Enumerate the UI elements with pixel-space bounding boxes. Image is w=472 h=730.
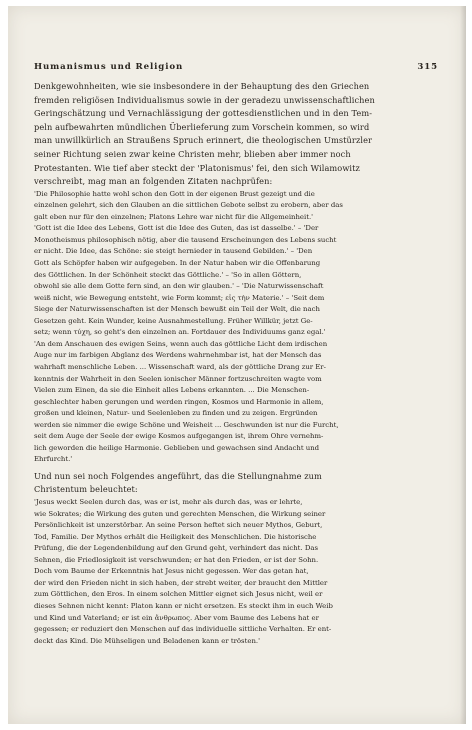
text-line: wie Sokrates; die Wirkung des guten und gerechten Menschen, die Wirkung seiner <box>34 509 326 518</box>
quote-block-philosophy <box>34 189 436 466</box>
text-line: und Kind und Vaterland; er ist ein ἄνθρωπος. Aber vom Baume des Lebens hat er <box>34 613 319 622</box>
text-line: deckt das Kind. Die Mühseligen und Beladenen kann er trösten.' <box>34 636 260 645</box>
text-line: Geringschätzung und Vernachlässigung der gottesdienstlichen und in den Tem- <box>34 108 373 119</box>
text-line: Monotheismus philosophisch nötig, aber die tausend Erscheinungen des Lebens sucht <box>34 235 337 244</box>
text-line: 'Gott ist die Idee des Lebens, Gott ist die Idee des Guten, das ist dasselbe.' – 'Der <box>34 224 319 233</box>
intro-paragraph-christianity <box>34 470 436 497</box>
body-text <box>34 80 436 647</box>
text-line: verschreibt, mag man an folgenden Zitaten nachprüfen: <box>34 176 273 187</box>
text-line: dieses Sehnen nicht kennt: Platon kann er nicht ersetzen. Es steckt ihm in euch Weib <box>34 601 333 610</box>
text-line: weiß nicht, wie Bewegung entsteht, wie Form kommt; εἰς τὴν Materie.' – 'Seit dem <box>34 293 325 302</box>
text-line: Siege der Naturwissenschaften ist der Mensch bewußt ein Teil der Welt, die nach <box>34 305 320 314</box>
text-line: obwohl sie alle dem Gotte fern sind, an den wir glauben.' – 'Die Naturwissenschaft <box>34 282 324 291</box>
text-line: er nicht. Die Idee, das Schöne: sie steigt hernieder in tausend Gebilden.' – 'Den <box>34 247 313 256</box>
text-line: Ehrfurcht.' <box>34 455 73 464</box>
text-line: 'Jesus weckt Seelen durch das, was er ist, mehr als durch das, was er lehrte, <box>34 498 303 507</box>
text-line: man unwillkürlich an Straußens Spruch erinnert, die theologischen Umstürzler <box>34 135 373 146</box>
book-page <box>8 6 466 724</box>
page-number: 315 <box>417 62 438 72</box>
text-line: lich geworden die heilige Harmonie. Geblieben und gewachsen sind Andacht und <box>34 443 320 452</box>
text-line: Gesetzen geht. Kein Wunder, keine Ausnahmestellung. Früher Willkür, jetzt Ge- <box>34 316 313 325</box>
quote-block-christianity <box>34 497 436 647</box>
text-line: Auge nur im farbigen Abglanz des Werdens wahrnehmbar ist, hat der Mensch das <box>34 351 322 360</box>
text-line: zum Göttlichen, den Eros. In einem solchen Mittler eignet sich Jesus nicht, weil er <box>34 590 323 599</box>
text-line: Und nun sei noch Folgendes angeführt, das die Stellungnahme zum <box>34 470 322 481</box>
text-line: Vielen zum Einen, da sie die Einheit alles Lebens erkannten. ... Die Menschen- <box>34 386 310 395</box>
text-line: großen und kleinen, Natur- und Seelenleben zu finden und zu zeigen. Ergründen <box>34 409 318 418</box>
text-line: gegessen; er reduziert den Menschen auf das individuelle sittliche Verhalten. Er ent- <box>34 625 332 634</box>
text-line: Christentum beleuchtet: <box>34 484 138 495</box>
text-line: werden sie nimmer die ewige Schöne und Weisheit ... Geschwunden ist nur die Furcht, <box>34 420 339 429</box>
text-line: Doch vom Baume der Erkenntnis hat Jesus nicht gegessen. Wer das getan hat, <box>34 567 309 576</box>
text-line: Prüfung, die der Legendenbildung auf den Grund geht, verhindert das nicht. Das <box>34 544 318 553</box>
text-line: Denkgewohnheiten, wie sie insbesondere in der Behauptung des den Griechen <box>34 81 370 91</box>
text-line: kenntnis der Wahrheit in den Seelen ionischer Männer fortzuschreiten wagte vom <box>34 374 322 383</box>
text-line: Protestanten. Wie tief aber steckt der 'Platonismus' fei, den sich Wilamowitz <box>34 162 360 173</box>
text-line: seiner Richtung seien zwar keine Christen mehr, blieben aber immer noch <box>34 148 351 159</box>
text-line: Sehnen, die Friedlosigkeit ist verschwunden; er hat den Frieden, er ist der Sohn. <box>34 555 319 564</box>
text-line: Tod, Familie. Der Mythos erhält die Heiligkeit des Menschlichen. Die historische <box>34 532 317 541</box>
text-line: 'Die Philosophie hatte wohl schon den Gott in der eigenen Brust gezeigt und die <box>34 189 315 198</box>
running-header <box>34 62 438 72</box>
text-line: setz; wenn τύχη, so geht's den einzelnen an. Fortdauer des Individuums ganz egal.' <box>34 328 326 337</box>
text-line: Persönlichkeit ist unzerstörbar. An seine Person heftet sich neuer Mythos, Geburt, <box>34 521 323 530</box>
text-line: des Göttlichen. In der Schönheit steckt das Göttliche.' – 'So in allen Göttern, <box>34 270 302 279</box>
intro-paragraph <box>34 80 436 189</box>
text-line: fremden religiösen Individualismus sowie in der geradezu unwissenschaftlichen <box>34 94 375 105</box>
text-line: 'An dem Anschauen des ewigen Seins, wenn auch das göttliche Licht dem irdischen <box>34 339 328 348</box>
text-line: der wird den Frieden nicht in sich haben, der strebt weiter, der braucht den Mittler <box>34 578 328 587</box>
text-line: geschlechter haben gerungen und werden ringen, Kosmos und Harmonie in allem, <box>34 397 324 406</box>
text-line: peln aufbewahrten mündlichen Überlieferung zum Vorschein kommen, so wird <box>34 121 370 132</box>
text-line: Gott als Schöpfer haben wir aufgegeben. In der Natur haben wir die Offenbarung <box>34 259 321 268</box>
text-line: galt eben nur für den einzelnen; Platons Lehre war nicht für die Allgemeinheit.' <box>34 212 314 221</box>
text-line: seit dem Auge der Seele der ewige Kosmos aufgegangen ist, ihrem Ohre vernehm- <box>34 432 324 441</box>
text-line: wahrhaft menschliche Leben. ... Wissenschaft ward, als der göttliche Drang zur Er- <box>34 362 326 371</box>
text-line: einzelnen gelehrt, sich den Glauben an die sittlichen Gebote selbst zu erobern, aber das <box>34 201 343 210</box>
running-title: Humanismus und Religion <box>34 62 184 72</box>
